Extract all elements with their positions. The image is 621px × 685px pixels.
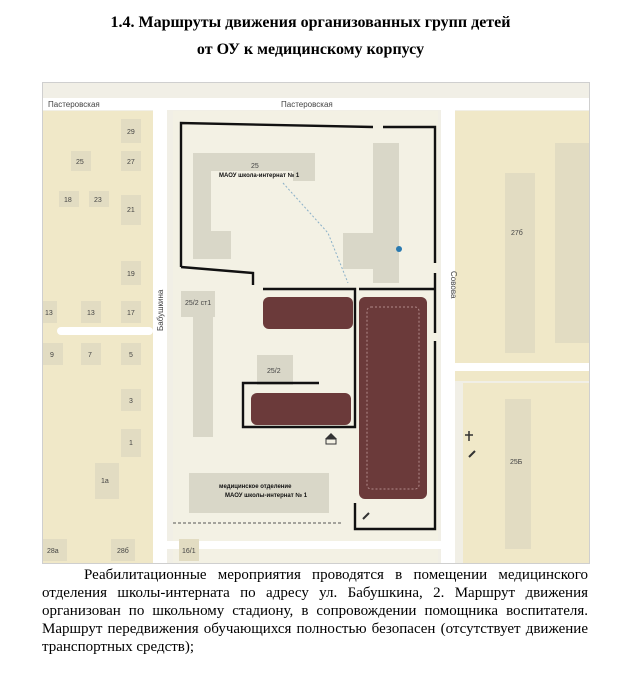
house-18: 18: [64, 197, 72, 204]
house-28a: 28а: [47, 548, 59, 555]
road-sovova: [441, 98, 455, 563]
school-number: 25: [251, 163, 259, 170]
school-name: МАОУ школа-интернат № 1: [219, 173, 300, 179]
heading-line-1: 1.4. Маршруты движения организованных групп детей: [110, 14, 511, 31]
sport-field-lower: [251, 393, 351, 425]
house-9: 9: [50, 352, 54, 359]
medical-line-2: МАОУ школы-интернат № 1: [225, 493, 308, 499]
route-map: [42, 82, 590, 564]
heading-line-2: от ОУ к медицинскому корпусу: [196, 41, 425, 58]
house-3: 3: [129, 398, 133, 405]
house-5: 5: [129, 352, 133, 359]
house-25-2: 25/2: [267, 368, 281, 375]
medical-line-1: медицинское отделение: [219, 484, 292, 490]
sport-field-upper: [263, 297, 353, 329]
house-25b: 25Б: [510, 459, 523, 466]
house-1: 1: [129, 440, 133, 447]
house-23: 23: [94, 197, 102, 204]
street-label-sovova: Совова: [449, 271, 458, 299]
house-17: 17: [127, 310, 135, 317]
house-27: 27: [127, 159, 135, 166]
house-25-2-1: 25/2 ст1: [185, 300, 212, 307]
house-16-1: 16/1: [182, 548, 196, 555]
house-29: 29: [127, 129, 135, 136]
house-28b: 28б: [117, 548, 129, 555]
house-21: 21: [127, 207, 135, 214]
house-13a: 13: [45, 310, 53, 317]
street-label-pasterovskaya: Пастеровская: [281, 100, 333, 109]
house-1a: 1а: [101, 478, 109, 485]
description-text: Реабилитационные мероприятия проводятся в помещении медицинского отделения школы-интерната по адресу ул. Бабушкина, 2. Маршрут движения организован по школьному стадиону, в сопровождении помощника воспитателя. Маршрут передвижения обучающихся полностью безопасен (отсутствует движение транспортных средств);: [42, 567, 588, 655]
house-25: 25: [76, 159, 84, 166]
house-19: 19: [127, 271, 135, 278]
house-27b: 27б: [511, 230, 523, 237]
street-label-pasterovskaya-left: Пастеровская: [48, 100, 100, 109]
description-paragraph: [42, 566, 588, 656]
house-7: 7: [88, 352, 92, 359]
house-13b: 13: [87, 310, 95, 317]
street-label-babushkina: Бабушкина: [156, 289, 165, 331]
stadium: [359, 297, 427, 499]
